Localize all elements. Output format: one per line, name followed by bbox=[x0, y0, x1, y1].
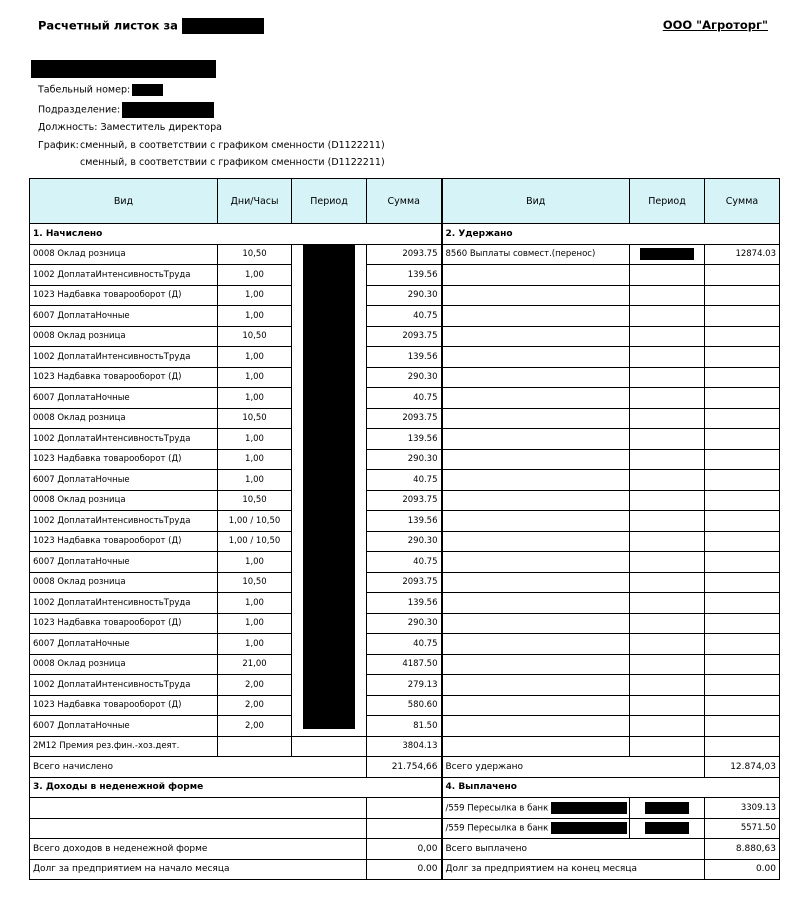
empty-cell bbox=[705, 429, 780, 450]
empty-cell bbox=[630, 654, 705, 675]
table-row bbox=[30, 285, 780, 306]
totals-row bbox=[30, 859, 780, 880]
accrual-name: 1002 ДоплатаИнтенсивностьТруда bbox=[30, 347, 218, 368]
redacted-bank bbox=[551, 822, 627, 834]
accrual-days: 1,00 bbox=[218, 552, 292, 573]
accrual-sum: 139.56 bbox=[367, 429, 442, 450]
empty-cell bbox=[442, 572, 630, 593]
accrual-days: 2,00 bbox=[218, 716, 292, 737]
accrual-sum: 139.56 bbox=[367, 511, 442, 532]
empty-cell bbox=[630, 306, 705, 327]
empty-cell bbox=[705, 408, 780, 429]
accrual-name: 6007 ДоплатаНочные bbox=[30, 306, 218, 327]
empty-cell bbox=[442, 388, 630, 409]
accrual-days: 1,00 bbox=[218, 285, 292, 306]
position-value: Заместитель директора bbox=[100, 122, 222, 133]
total-withheld-value: 12.874,03 bbox=[705, 757, 780, 778]
table-row bbox=[30, 388, 780, 409]
empty-cell bbox=[442, 695, 630, 716]
department-row bbox=[38, 102, 214, 118]
accrual-days: 1,00 bbox=[218, 429, 292, 450]
table-row bbox=[30, 593, 780, 614]
accrual-sum: 139.56 bbox=[367, 347, 442, 368]
empty-cell bbox=[705, 490, 780, 511]
table-header-row bbox=[30, 179, 780, 224]
in-kind-sum-cell bbox=[367, 818, 442, 839]
redacted-employee-name bbox=[31, 60, 216, 78]
empty-cell bbox=[442, 367, 630, 388]
accrual-period-cell bbox=[292, 736, 367, 757]
empty-cell bbox=[705, 552, 780, 573]
empty-cell bbox=[705, 531, 780, 552]
payment-name-cell bbox=[442, 818, 630, 839]
accrual-days bbox=[218, 736, 292, 757]
empty-cell bbox=[442, 449, 630, 470]
empty-cell bbox=[442, 675, 630, 696]
total-paid-label: Всего выплачено bbox=[442, 839, 705, 860]
empty-cell bbox=[630, 675, 705, 696]
redacted-period bbox=[640, 248, 694, 260]
empty-cell bbox=[630, 388, 705, 409]
accrual-sum: 40.75 bbox=[367, 306, 442, 327]
section-in-kind: 3. Доходы в неденежной форме bbox=[30, 777, 442, 798]
empty-cell bbox=[630, 347, 705, 368]
empty-cell bbox=[442, 552, 630, 573]
empty-cell bbox=[630, 613, 705, 634]
accrual-name: 6007 ДоплатаНочные bbox=[30, 716, 218, 737]
accrual-name: 2М12 Премия рез.фин.-хоз.деят. bbox=[30, 736, 218, 757]
in-kind-sum-cell bbox=[367, 798, 442, 819]
table-row bbox=[30, 572, 780, 593]
empty-cell bbox=[442, 736, 630, 757]
accrual-sum: 290.30 bbox=[367, 613, 442, 634]
redacted-bank bbox=[551, 802, 627, 814]
empty-cell bbox=[630, 511, 705, 532]
payment-period-cell bbox=[630, 818, 705, 839]
payslip-title bbox=[38, 18, 264, 34]
position-row bbox=[38, 122, 222, 133]
accrual-days: 10,50 bbox=[218, 326, 292, 347]
empty-cell bbox=[630, 265, 705, 286]
payment-sum: 3309.13 bbox=[705, 798, 780, 819]
totals-row bbox=[30, 839, 780, 860]
accrual-days: 1,00 bbox=[218, 388, 292, 409]
empty-cell bbox=[705, 367, 780, 388]
accrual-name: 0008 Оклад розница bbox=[30, 654, 218, 675]
accrual-name: 1002 ДоплатаИнтенсивностьТруда bbox=[30, 675, 218, 696]
withholding-name: 8560 Выплаты совмест.(перенос) bbox=[442, 244, 630, 265]
empty-cell bbox=[705, 716, 780, 737]
col-header-sum-right: Сумма bbox=[705, 179, 780, 224]
accrual-name: 1023 Надбавка товарооборот (Д) bbox=[30, 449, 218, 470]
empty-cell bbox=[630, 285, 705, 306]
accrual-name: 0008 Оклад розница bbox=[30, 572, 218, 593]
empty-cell bbox=[442, 490, 630, 511]
col-header-period-right: Период bbox=[630, 179, 705, 224]
empty-cell bbox=[630, 736, 705, 757]
empty-cell bbox=[442, 613, 630, 634]
table-row bbox=[30, 552, 780, 573]
empty-cell bbox=[442, 347, 630, 368]
schedule-line-2: сменный, в соответствии с графиком сменности (D1122211) bbox=[80, 157, 385, 168]
accrual-sum: 139.56 bbox=[367, 265, 442, 286]
accrual-name: 6007 ДоплатаНочные bbox=[30, 470, 218, 491]
empty-cell bbox=[705, 654, 780, 675]
accrual-sum: 139.56 bbox=[367, 593, 442, 614]
empty-cell bbox=[630, 695, 705, 716]
accrual-days: 10,50 bbox=[218, 408, 292, 429]
totals-row bbox=[30, 757, 780, 778]
empty-cell bbox=[630, 470, 705, 491]
empty-cell bbox=[442, 716, 630, 737]
section-paid: 4. Выплачено bbox=[442, 777, 780, 798]
accrual-days: 1,00 bbox=[218, 367, 292, 388]
empty-cell bbox=[442, 531, 630, 552]
payment-name: /559 Пересылка в банк bbox=[445, 823, 549, 834]
total-accrued-value: 21.754,66 bbox=[367, 757, 442, 778]
empty-cell bbox=[705, 388, 780, 409]
empty-cell bbox=[630, 367, 705, 388]
accrual-name: 6007 ДоплатаНочные bbox=[30, 388, 218, 409]
empty-cell bbox=[442, 408, 630, 429]
accrual-days: 1,00 bbox=[218, 634, 292, 655]
accrual-days: 2,00 bbox=[218, 695, 292, 716]
empty-cell bbox=[630, 531, 705, 552]
table-row bbox=[30, 490, 780, 511]
empty-cell bbox=[705, 306, 780, 327]
col-header-days: Дни/Часы bbox=[218, 179, 292, 224]
redacted-department bbox=[122, 102, 214, 118]
department-label: Подразделение: bbox=[38, 104, 121, 116]
table-row bbox=[30, 244, 780, 265]
accrual-sum: 2093.75 bbox=[367, 244, 442, 265]
payslip-title-text: Расчетный листок за bbox=[38, 18, 178, 33]
accrual-name: 1023 Надбавка товарооборот (Д) bbox=[30, 531, 218, 552]
accrual-sum: 290.30 bbox=[367, 285, 442, 306]
empty-cell bbox=[442, 429, 630, 450]
empty-cell bbox=[442, 654, 630, 675]
empty-cell bbox=[630, 716, 705, 737]
schedule-label: График: bbox=[38, 140, 79, 151]
accrual-days: 21,00 bbox=[218, 654, 292, 675]
empty-cell bbox=[630, 552, 705, 573]
accrual-sum: 290.30 bbox=[367, 367, 442, 388]
table-row bbox=[30, 470, 780, 491]
debt-start-value: 0.00 bbox=[367, 859, 442, 880]
accrual-days: 2,00 bbox=[218, 675, 292, 696]
empty-cell bbox=[630, 634, 705, 655]
empty-cell bbox=[705, 326, 780, 347]
table-row bbox=[30, 736, 780, 757]
table-row bbox=[30, 716, 780, 737]
accrual-sum: 2093.75 bbox=[367, 490, 442, 511]
in-kind-cell bbox=[30, 798, 367, 819]
accrual-name: 0008 Оклад розница bbox=[30, 244, 218, 265]
empty-cell bbox=[705, 695, 780, 716]
schedule-line-1: сменный, в соответствии с графиком сменности (D1122211) bbox=[80, 140, 385, 151]
position-label: Должность: bbox=[38, 122, 98, 133]
section-row bbox=[30, 777, 780, 798]
col-header-type-right: Вид bbox=[442, 179, 630, 224]
accrual-days: 10,50 bbox=[218, 572, 292, 593]
section-accrued: 1. Начислено bbox=[30, 224, 442, 245]
table-row bbox=[30, 613, 780, 634]
accrual-sum: 3804.13 bbox=[367, 736, 442, 757]
empty-cell bbox=[705, 347, 780, 368]
accrual-name: 1023 Надбавка товарооборот (Д) bbox=[30, 613, 218, 634]
empty-cell bbox=[630, 429, 705, 450]
tab-number-label: Табельный номер: bbox=[38, 84, 131, 96]
accrual-days: 1,00 / 10,50 bbox=[218, 531, 292, 552]
accrual-sum: 40.75 bbox=[367, 634, 442, 655]
debt-end-value: 0.00 bbox=[705, 859, 780, 880]
accrual-sum: 290.30 bbox=[367, 449, 442, 470]
accrual-name: 0008 Оклад розница bbox=[30, 326, 218, 347]
payslip-table bbox=[29, 178, 780, 880]
accrual-sum: 580.60 bbox=[367, 695, 442, 716]
table-row bbox=[30, 654, 780, 675]
payment-sum: 5571.50 bbox=[705, 818, 780, 839]
accrual-name: 1002 ДоплатаИнтенсивностьТруда bbox=[30, 265, 218, 286]
table-row bbox=[30, 531, 780, 552]
empty-cell bbox=[705, 613, 780, 634]
empty-cell bbox=[705, 265, 780, 286]
accrual-name: 1023 Надбавка товарооборот (Д) bbox=[30, 367, 218, 388]
total-in-kind-label: Всего доходов в неденежной форме bbox=[30, 839, 367, 860]
accrual-name: 0008 Оклад розница bbox=[30, 408, 218, 429]
empty-cell bbox=[630, 490, 705, 511]
accrual-period-cell bbox=[292, 244, 367, 736]
accrual-days: 1,00 bbox=[218, 347, 292, 368]
redacted-period bbox=[645, 822, 689, 834]
company-name: ООО "Агроторг" bbox=[662, 18, 768, 32]
accrual-days: 1,00 bbox=[218, 449, 292, 470]
accrual-days: 1,00 bbox=[218, 265, 292, 286]
redacted-tab-number bbox=[132, 84, 163, 96]
payment-name-cell bbox=[442, 798, 630, 819]
table-row bbox=[30, 675, 780, 696]
accrual-name: 1023 Надбавка товарооборот (Д) bbox=[30, 695, 218, 716]
accrual-name: 6007 ДоплатаНочные bbox=[30, 634, 218, 655]
accrual-sum: 2093.75 bbox=[367, 326, 442, 347]
accrual-name: 0008 Оклад розница bbox=[30, 490, 218, 511]
empty-cell bbox=[705, 511, 780, 532]
redacted-periods bbox=[303, 245, 355, 729]
table-row bbox=[30, 306, 780, 327]
accrual-name: 1002 ДоплатаИнтенсивностьТруда bbox=[30, 511, 218, 532]
table-row bbox=[30, 449, 780, 470]
debt-end-label: Долг за предприятием на конец месяца bbox=[442, 859, 705, 880]
empty-cell bbox=[442, 511, 630, 532]
total-accrued-label: Всего начислено bbox=[30, 757, 367, 778]
accrual-days: 1,00 / 10,50 bbox=[218, 511, 292, 532]
empty-cell bbox=[442, 265, 630, 286]
empty-cell bbox=[705, 449, 780, 470]
section-withheld: 2. Удержано bbox=[442, 224, 780, 245]
empty-cell bbox=[705, 470, 780, 491]
col-header-period: Период bbox=[292, 179, 367, 224]
section-row bbox=[30, 224, 780, 245]
payment-period-cell bbox=[630, 798, 705, 819]
debt-start-label: Долг за предприятием на начало месяца bbox=[30, 859, 367, 880]
accrual-name: 1002 ДоплатаИнтенсивностьТруда bbox=[30, 593, 218, 614]
empty-cell bbox=[705, 593, 780, 614]
accrual-name: 1002 ДоплатаИнтенсивностьТруда bbox=[30, 429, 218, 450]
redacted-period bbox=[182, 18, 264, 34]
accrual-days: 10,50 bbox=[218, 244, 292, 265]
withholding-sum: 12874.03 bbox=[705, 244, 780, 265]
accrual-sum: 290.30 bbox=[367, 531, 442, 552]
empty-cell bbox=[630, 408, 705, 429]
redacted-period bbox=[645, 802, 689, 814]
table-row bbox=[30, 265, 780, 286]
empty-cell bbox=[442, 285, 630, 306]
col-header-sum: Сумма bbox=[367, 179, 442, 224]
accrual-days: 10,50 bbox=[218, 490, 292, 511]
accrual-sum: 4187.50 bbox=[367, 654, 442, 675]
accrual-days: 1,00 bbox=[218, 306, 292, 327]
table-row bbox=[30, 818, 780, 839]
accrual-days: 1,00 bbox=[218, 593, 292, 614]
table-row bbox=[30, 326, 780, 347]
empty-cell bbox=[705, 285, 780, 306]
table-row bbox=[30, 511, 780, 532]
empty-cell bbox=[705, 736, 780, 757]
total-in-kind-value: 0,00 bbox=[367, 839, 442, 860]
tab-number-row bbox=[38, 84, 163, 96]
empty-cell bbox=[705, 572, 780, 593]
total-withheld-label: Всего удержано bbox=[442, 757, 705, 778]
accrual-sum: 279.13 bbox=[367, 675, 442, 696]
empty-cell bbox=[630, 572, 705, 593]
empty-cell bbox=[442, 326, 630, 347]
col-header-type: Вид bbox=[30, 179, 218, 224]
empty-cell bbox=[705, 675, 780, 696]
empty-cell bbox=[630, 449, 705, 470]
accrual-days: 1,00 bbox=[218, 613, 292, 634]
accrual-sum: 81.50 bbox=[367, 716, 442, 737]
empty-cell bbox=[630, 326, 705, 347]
table-row bbox=[30, 367, 780, 388]
table-row bbox=[30, 347, 780, 368]
withholding-period-cell bbox=[630, 244, 705, 265]
accrual-sum: 40.75 bbox=[367, 552, 442, 573]
table-row bbox=[30, 695, 780, 716]
empty-cell bbox=[442, 306, 630, 327]
accrual-name: 1023 Надбавка товарооборот (Д) bbox=[30, 285, 218, 306]
accrual-sum: 40.75 bbox=[367, 388, 442, 409]
empty-cell bbox=[442, 593, 630, 614]
table-row bbox=[30, 798, 780, 819]
empty-cell bbox=[705, 634, 780, 655]
empty-cell bbox=[442, 634, 630, 655]
table-row bbox=[30, 429, 780, 450]
accrual-days: 1,00 bbox=[218, 470, 292, 491]
empty-cell bbox=[630, 593, 705, 614]
accrual-sum: 40.75 bbox=[367, 470, 442, 491]
accrual-name: 6007 ДоплатаНочные bbox=[30, 552, 218, 573]
table-row bbox=[30, 408, 780, 429]
table-row bbox=[30, 634, 780, 655]
payment-name: /559 Пересылка в банк bbox=[445, 803, 549, 814]
accrual-sum: 2093.75 bbox=[367, 408, 442, 429]
total-paid-value: 8.880,63 bbox=[705, 839, 780, 860]
in-kind-cell bbox=[30, 818, 367, 839]
empty-cell bbox=[442, 470, 630, 491]
accrual-sum: 2093.75 bbox=[367, 572, 442, 593]
